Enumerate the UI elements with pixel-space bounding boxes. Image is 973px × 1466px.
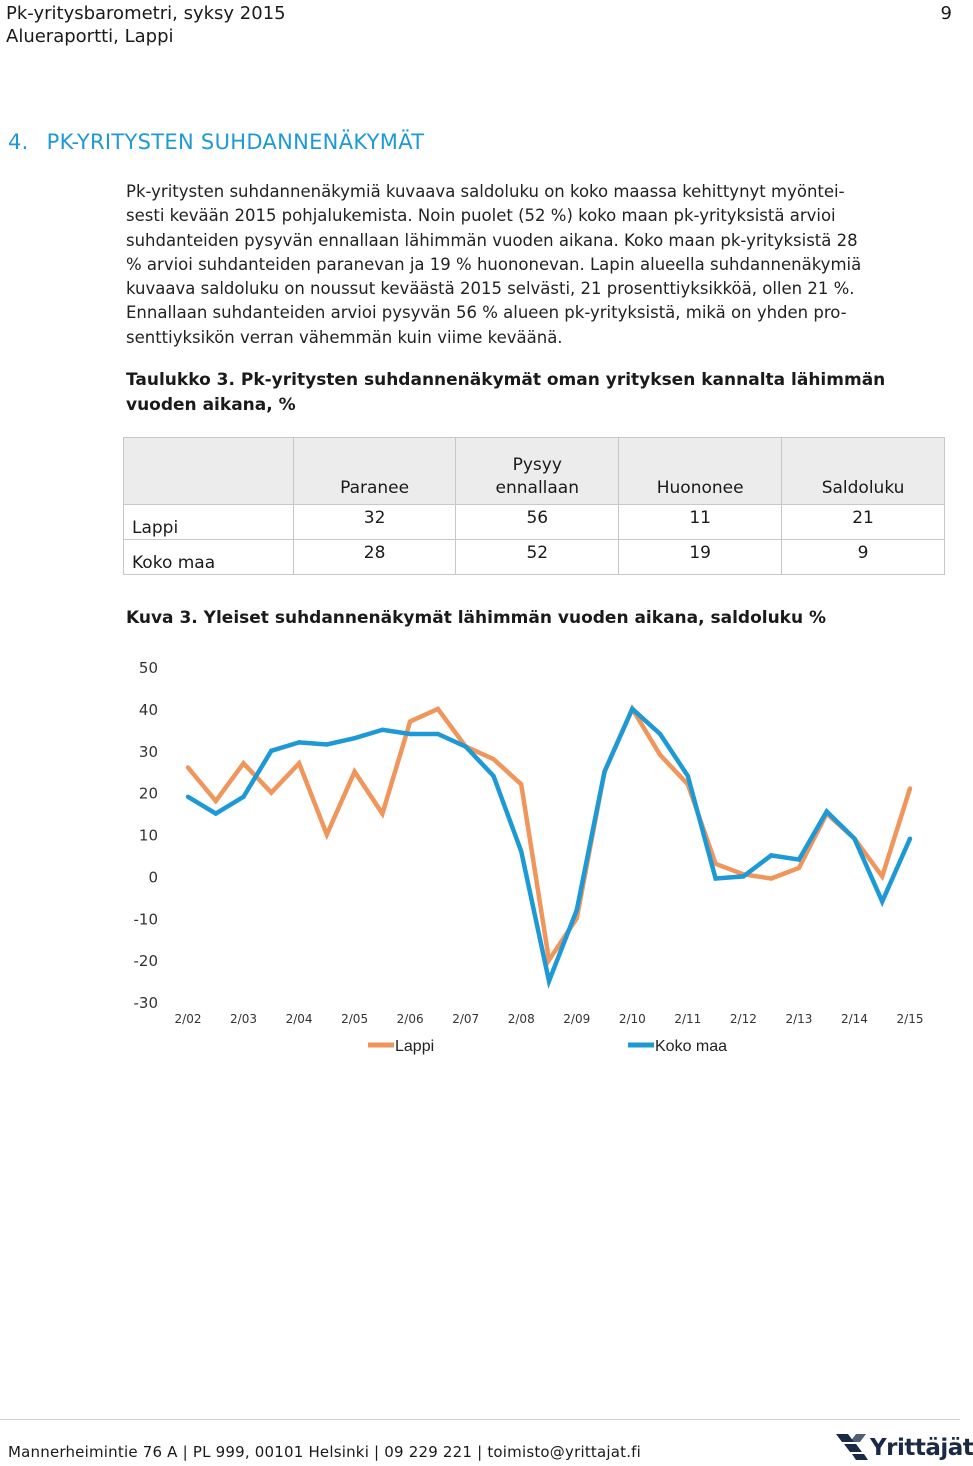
body-line: suhdanteiden pysyvän ennallaan lähimmän vuoden aikana. Koko maan pk-yrityksistä 28 [126,230,858,250]
data-point [214,799,218,803]
data-point [713,876,717,880]
legend-label: Koko maa [655,1038,728,1055]
table-header-pysyy-line1: Pysyy [512,455,562,475]
y-tick-label: 30 [138,742,158,761]
table-header-pysyy [456,438,619,505]
y-tick-label: 20 [138,784,158,803]
cell-saldoluku: 9 [782,540,945,575]
section-number: 4. [8,130,29,154]
data-point [352,769,356,773]
data-point [824,809,828,813]
cell-huononee: 19 [619,540,782,575]
x-tick-label: 2/03 [230,1012,258,1026]
logo-wordmark: Yrittäjät [870,1435,973,1461]
series-line-lappi [188,709,910,960]
data-point [769,853,773,857]
x-tick-label: 2/10 [618,1012,646,1026]
body-paragraph [126,180,926,350]
x-tick-label: 2/06 [396,1012,424,1026]
y-tick-label: 40 [138,700,158,719]
body-line: Ennallaan suhdanteiden arvioi pysyvän 56 % alueen pk-yrityksistä, mikä on yhden pro- [126,303,847,323]
table-caption-line: vuoden aikana, % [126,395,296,415]
x-tick-label: 2/11 [674,1012,702,1026]
data-point [769,876,773,880]
data-point [408,732,412,736]
data-point [519,849,523,853]
body-line: sesti kevään 2015 pohjalukemista. Noin puolet (52 %) koko maan pk-yrityksistä arvioi [126,206,836,226]
data-point [880,899,884,903]
table-header-pysyy-line2: ennallaan [495,478,579,498]
data-point [436,707,440,711]
table-header-row [124,438,945,505]
data-point [436,732,440,736]
legend-label: Lappi [395,1038,435,1055]
data-point [741,874,745,878]
table-caption [126,368,926,418]
table-header-huononee: Huononee [619,438,782,505]
cell-huononee: 11 [619,505,782,540]
y-tick-label: -10 [133,910,158,929]
data-point [519,782,523,786]
row-label: Lappi [124,505,294,540]
table-caption-line: Taulukko 3. Pk-yritysten suhdannenäkymät oman yrityksen kannalta lähimmän [126,370,886,390]
y-tick-label: -20 [133,952,158,971]
table-header-paranee: Paranee [293,438,455,505]
data-point [630,707,634,711]
x-tick-label: 2/05 [341,1012,369,1026]
table-row [124,540,945,575]
x-tick-label: 2/09 [563,1012,591,1026]
data-point [658,732,662,736]
data-point [658,753,662,757]
data-point [491,774,495,778]
data-point [408,719,412,723]
x-tick-label: 2/02 [174,1012,202,1026]
data-point [575,908,579,912]
body-line: senttiyksikön verran vähemmän kuin viime keväänä. [126,327,563,347]
data-point [908,786,912,790]
data-point [325,742,329,746]
x-tick-label: 2/15 [896,1012,924,1026]
data-point [186,765,190,769]
data-point [380,811,384,815]
data-point [297,761,301,765]
table-header-saldoluku: Saldoluku [782,438,945,505]
chart-title: Kuva 3. Yleiset suhdannenäkymät lähimmän vuoden aikana, saldoluku % [126,608,827,628]
series-line-koko-maa [188,709,910,981]
footer-address: Mannerheimintie 76 A | PL 999, 00101 Helsinki | 09 229 221 | toimisto@yrittajat.fi [8,1443,642,1461]
data-point [491,757,495,761]
x-tick-label: 2/12 [729,1012,757,1026]
y-tick-label: 50 [138,659,158,677]
body-line: Pk-yritysten suhdannenäkymiä kuvaava saldoluku on koko maassa kehittynyt myöntei- [126,182,845,201]
data-point [241,795,245,799]
data-point [269,790,273,794]
data-point [380,728,384,732]
cell-saldoluku: 21 [782,505,945,540]
data-point [325,832,329,836]
x-tick-label: 2/04 [285,1012,313,1026]
data-point [241,761,245,765]
cell-pysyy: 52 [456,540,619,575]
data-point [602,769,606,773]
saldoluku-line-chart [0,640,960,1070]
body-line: % arvioi suhdanteiden paranevan ja 19 % huononevan. Lapin alueella suhdannenäkymiä [126,254,862,274]
data-point [297,740,301,744]
page-number: 9 [940,3,952,24]
header-title: Pk-yritysbarometri, syksy 2015 [6,3,286,24]
table-row [124,505,945,540]
data-point [797,866,801,870]
section-title: PK-YRITYSTEN SUHDANNENÄKYMÄT [46,130,425,154]
data-point [797,857,801,861]
row-label: Koko maa [124,540,294,575]
body-line: kuvaava saldoluku on noussut keväästä 2015 selvästi, 21 prosenttiyksikköä, ollen 21 %. [126,279,855,299]
data-point [352,736,356,740]
data-point [547,958,551,962]
y-tick-label: 0 [148,868,158,887]
y-tick-label: 10 [138,826,158,845]
cell-paranee: 28 [293,540,455,575]
table-header-empty [124,438,294,505]
data-point [686,774,690,778]
x-tick-label: 2/13 [785,1012,813,1026]
outlook-table [123,437,945,575]
data-point [463,744,467,748]
header-subtitle: Alueraportti, Lappi [6,26,174,47]
footer-divider [0,1419,960,1420]
data-point [880,874,884,878]
x-tick-label: 2/14 [840,1012,868,1026]
data-point [269,749,273,753]
data-point [908,836,912,840]
y-tick-label: -30 [133,994,158,1012]
data-point [186,795,190,799]
cell-pysyy: 56 [456,505,619,540]
data-point [547,979,551,983]
x-tick-label: 2/07 [452,1012,480,1026]
x-tick-label: 2/08 [507,1012,535,1026]
data-point [214,811,218,815]
section-heading [8,130,424,154]
cell-paranee: 32 [293,505,455,540]
data-point [852,836,856,840]
